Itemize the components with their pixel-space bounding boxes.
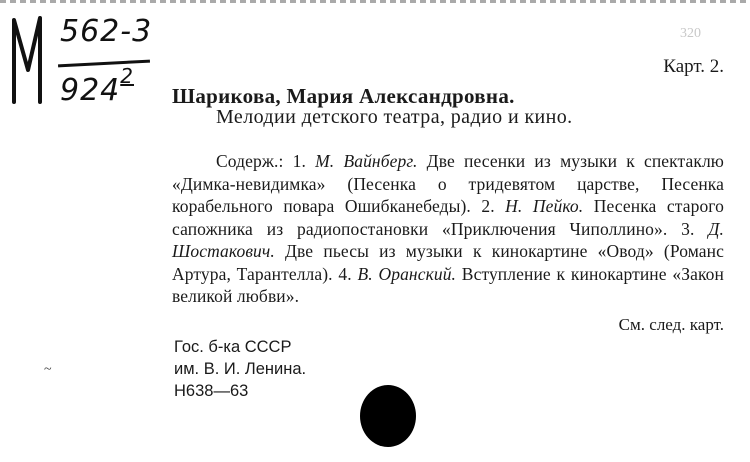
- composer-name: В. Оранский.: [357, 263, 457, 284]
- margin-mark: ~: [44, 362, 52, 377]
- library-name: Гос. б-ка СССР: [174, 338, 292, 356]
- punch-hole: [360, 385, 416, 447]
- author-heading: Шарикова, Мария Александровна.: [172, 84, 515, 108]
- contents-note: Содерж.: 1. М. Вайнберг. Две песенки из музыки к спектаклю «Димка-невидимка» (Песенка о тридевятом царстве, Песенка корабельного повара Ошибканебеды). 2. Н. Пейко. Песенка старого сапожника из радиопостановки «Приключения Чиполлино». 3. Д. Шостакович. Две пьесы из музыки к кинокартине «Овод» (Романс Артура, Тарантелла). 4. В. Оранский. Вступление к кинокартине «Закон великой любви».: [172, 151, 725, 306]
- perforated-edge: [0, 0, 750, 3]
- composer-name: М. Вайнберг.: [315, 151, 418, 171]
- catalog-code: Н638—63: [174, 382, 249, 400]
- see-next-card: См. след. карт.: [618, 315, 724, 334]
- call-number-line1: 562-3: [60, 14, 153, 49]
- composer-name: Д. Шостакович.: [172, 218, 724, 261]
- call-number-rule: [58, 60, 150, 68]
- faint-stamp: 320: [680, 26, 701, 41]
- call-number-sup: 2: [120, 64, 134, 88]
- call-number-line2: $924^2$: [60, 64, 134, 108]
- library-stamp: [174, 336, 306, 402]
- handwritten-letter-mark: [8, 10, 48, 110]
- library-named-after: им. В. И. Ленина.: [174, 360, 307, 378]
- card-number-label: Карт. 2.: [663, 56, 724, 77]
- composer-name: Н. Пейко.: [505, 196, 584, 216]
- work-title: Мелодии детского театра, радио и кино.: [216, 106, 573, 128]
